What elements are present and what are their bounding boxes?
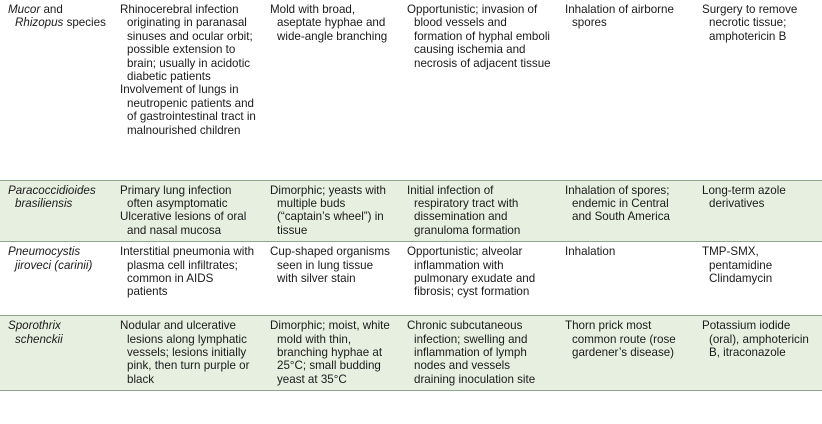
transmission-cell bbox=[557, 316, 694, 391]
table-row bbox=[0, 0, 822, 180]
disease-cell bbox=[112, 0, 262, 180]
disease-text: Nodular and ulcerative lesions along lymphatic vessels; lesions initially pink, then turn purple or black bbox=[120, 319, 250, 386]
organism-name: Paracoccidioides brasiliensis bbox=[8, 183, 96, 210]
morphology-text: Mold with broad, aseptate hyphae and wide-angle branching bbox=[270, 3, 388, 43]
organism-cell bbox=[0, 180, 112, 242]
disease-cell bbox=[112, 180, 262, 242]
organism-cell bbox=[0, 242, 112, 316]
organism-genus-2: Rhizopus bbox=[15, 16, 64, 30]
organism-name: Pneumocystis jiroveci (carinii) bbox=[8, 245, 93, 272]
treatment-cell bbox=[694, 316, 822, 391]
morphology-text: Cup-shaped organisms seen in lung tissue with silver stain bbox=[270, 245, 390, 285]
treatment-cell bbox=[694, 180, 822, 242]
pathogenesis-cell bbox=[399, 180, 557, 242]
disease-cell bbox=[112, 242, 262, 316]
organism-genus-1: Mucor bbox=[8, 3, 41, 16]
treatment-cell bbox=[694, 0, 822, 180]
morphology-cell bbox=[262, 0, 399, 180]
table-row bbox=[0, 242, 822, 316]
transmission-cell bbox=[557, 242, 694, 316]
treatment-text: Surgery to remove necrotic tissue; amphotericin B bbox=[702, 3, 798, 43]
disease-cell bbox=[112, 316, 262, 391]
treatment-text: Potassium iodide (oral), amphotericin B, itraconazole bbox=[702, 319, 809, 359]
disease-text: Rhinocerebral infection originating in paranasal sinuses and ocular orbit; possible extension to brain; usually in acidotic diabetic patients bbox=[120, 3, 253, 84]
morphology-text: Dimorphic; moist, white mold with thin, branching hyphae at 25°C; small budding yeast at 35°C bbox=[270, 319, 390, 386]
morphology-cell bbox=[262, 180, 399, 242]
pathogenesis-text: Chronic subcutaneous infection; swelling and inflammation of lymph nodes and vessels draining inoculation site bbox=[407, 319, 536, 386]
pathogenesis-cell bbox=[399, 316, 557, 391]
pathogenesis-cell bbox=[399, 0, 557, 180]
transmission-text: Inhalation of airborne spores bbox=[565, 3, 674, 30]
transmission-text: Inhalation of spores; endemic in Central and South America bbox=[565, 183, 670, 224]
transmission-cell bbox=[557, 180, 694, 242]
pathogenesis-text: Initial infection of respiratory tract with dissemination and granuloma formation bbox=[407, 183, 521, 237]
morphology-text: Dimorphic; yeasts with multiple buds (“captain’s wheel”) in tissue bbox=[270, 183, 386, 237]
pathogenesis-text: Opportunistic; invasion of blood vessels and formation of hyphal emboli causing ischemia and necrosis of adjacent tissue bbox=[407, 3, 551, 70]
morphology-cell bbox=[262, 316, 399, 391]
organism-cell: Mucor and Rhizopus species bbox=[0, 0, 112, 180]
table-row bbox=[0, 180, 822, 242]
transmission-cell bbox=[557, 0, 694, 180]
transmission-text: Inhalation bbox=[565, 245, 616, 259]
treatment-cell bbox=[694, 242, 822, 316]
treatment-text: TMP-SMX, pentamidine Clindamycin bbox=[702, 245, 773, 285]
organism-cell bbox=[0, 316, 112, 391]
organism-name: Sporothrix schenckii bbox=[8, 319, 63, 346]
treatment-text: Long-term azole derivatives bbox=[702, 183, 786, 210]
pathogenesis-text: Opportunistic; alveolar inflammation with pulmonary exudate and fibrosis; cyst formation bbox=[407, 245, 536, 299]
disease-text: Interstitial pneumonia with plasma cell infiltrates; common in AIDS patients bbox=[120, 245, 255, 299]
table-row bbox=[0, 316, 822, 391]
morphology-cell bbox=[262, 242, 399, 316]
disease-text: Ulcerative lesions of oral and nasal mucosa bbox=[120, 210, 247, 237]
disease-text: Involvement of lungs in neutropenic patients and of gastrointestinal tract in malnourished children bbox=[120, 83, 256, 137]
transmission-text: Thorn prick most common route (rose gardener’s disease) bbox=[565, 319, 676, 359]
pathogenesis-cell bbox=[399, 242, 557, 316]
disease-text: Primary lung infection often asymptomatic bbox=[120, 183, 232, 210]
